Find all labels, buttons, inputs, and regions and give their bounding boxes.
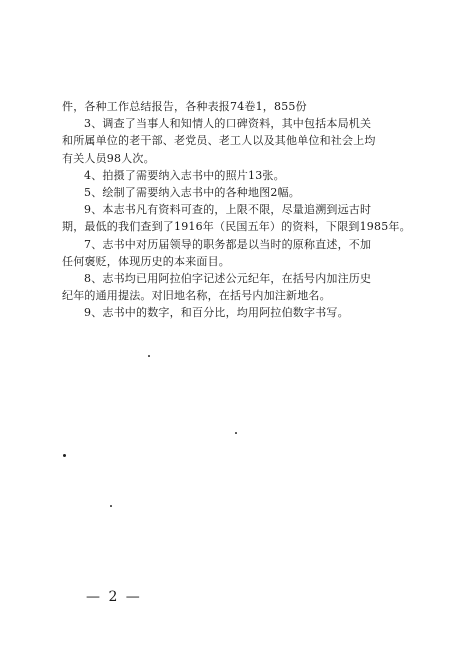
text-line: 3、调查了当事人和知情人的口碑资料，其中包括本局机关 — [84, 117, 372, 131]
text-line: 件，各种工作总结报告，各种表报74卷1，855份 — [62, 100, 307, 113]
text-line: 5、绘制了需要纳入志书中的各种地图2幅。 — [84, 185, 300, 199]
page-number: — 2 — — [86, 589, 142, 605]
body-text — [62, 98, 411, 321]
text-line: 9、志书中的数字，和百分比，均用阿拉伯数字书写。 — [84, 306, 349, 320]
text-line: 期，最低的我们查到了1916年（民国五年）的资料，下限到1985年。 — [62, 220, 411, 234]
scan-speck — [148, 355, 150, 357]
scan-speck — [110, 505, 112, 507]
text-line: 和所属单位的老干部、老党员、老工人以及其他单位和社会上均 — [62, 134, 376, 148]
text-line: 任何褒贬，体现历史的本来面目。 — [62, 254, 230, 268]
text-line: 9、本志书凡有资料可查的，上限不限，尽量追溯到远古时 — [84, 203, 372, 217]
text-line: 有关人员98人次。 — [62, 151, 155, 165]
scan-speck — [235, 432, 237, 434]
text-line: 8、志书均已用阿拉伯字记述公元纪年，在括号内加注历史 — [84, 271, 372, 285]
text-line: 7、志书中对历届领导的职务都是以当时的原称直述，不加 — [84, 237, 372, 251]
bullet-mark — [63, 454, 66, 457]
text-line: 纪年的通用提法。对旧地名称，在括号内加注新地名。 — [62, 289, 331, 303]
text-line: 4、拍摄了需要纳入志书中的照片13张。 — [84, 168, 285, 182]
